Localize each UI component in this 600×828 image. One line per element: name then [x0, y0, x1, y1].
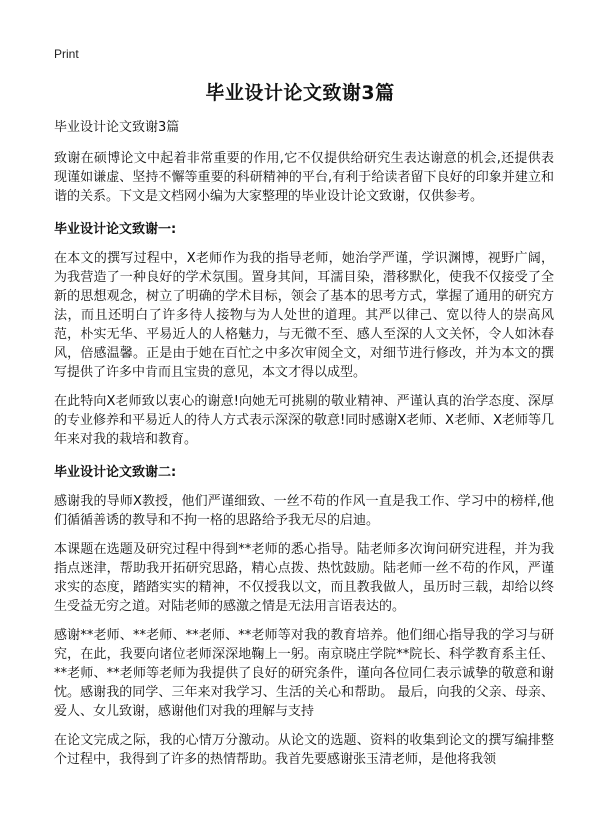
section-1-paragraph-2: 在此特向X老师致以衷心的谢意!向她无可挑剔的敬业精神、严谨认真的治学态度、深厚的专业修养和平易近人的待人方式表示深深的敬意!同时感谢X老师、X老师、X老师等几年来对我的栽培和教育。	[54, 394, 554, 447]
document-subtitle: 毕业设计论文致谢3篇	[54, 120, 180, 135]
section-heading-1: 毕业设计论文致谢一:	[54, 222, 177, 237]
intro-paragraph: 致谢在硕博论文中起着非常重要的作用,它不仅提供给研究生表达谢意的机会,还提供表现谨如谦虚、坚持不懈等重要的科研精神的平台,有利于给读者留下良好的印象并建立和谐的关系。下文是文档网小编为大家整理的毕业设计论文致谢，仅供参考。	[54, 151, 554, 204]
section-1-paragraph-1: 在本文的撰写过程中，X老师作为我的指导老师，她治学严谨，学识渊博，视野广阔，为我营造了一种良好的学术氛围。置身其间，耳濡目染，潜移默化，使我不仅接受了全新的思想观念，树立了明确的学术目标，领会了基本的思考方式，掌握了通用的研究方法，而且还明白了许多待人接物与为人处世的道理。其严以律己、宽以待人的崇高风范，朴实无华、平易近人的人格魅力，与无微不至、感人至深的人文关怀，令人如沐春风，倍感温馨。正是由于她在百忙之中多次审阅全文，对细节进行修改，并为本文的撰写提供了许多中肯而且宝贵的意见，本文才得以成型。	[54, 251, 554, 380]
section-2-paragraph-2: 本课题在选题及研究过程中得到**老师的悉心指导。陆老师多次询问研究进程，并为我指点迷津，帮助我开拓研究思路，精心点拨、热忱鼓励。陆老师一丝不苟的作风，严谨求实的态度，踏踏实实的精神，不仅授我以文，而且教我做人，虽历时三载，却给以终生受益无穷之道。对陆老师的感激之情是无法用言语表达的。	[54, 542, 554, 614]
section-heading-2: 毕业设计论文致谢二:	[54, 465, 177, 480]
page-title: 毕业设计论文致谢3篇	[205, 82, 395, 104]
section-2-paragraph-1: 感谢我的导师X教授，他们严谨细致、一丝不苟的作风一直是我工作、学习中的榜样,他们循循善诱的教导和不拘一格的思路给予我无尽的启迪。	[54, 494, 554, 528]
print-link[interactable]: Print	[54, 47, 79, 61]
document-body	[54, 118, 554, 779]
section-2-paragraph-4: 在论文完成之际，我的心情万分激动。从论文的选题、资料的收集到论文的撰写编排整个过程中，我得到了许多的热情帮助。我首先要感谢张玉清老师，是他将我领	[54, 733, 554, 767]
section-2-paragraph-3: 感谢**老师、**老师、**老师、**老师等对我的教育培养。他们细心指导我的学习与研究，在此，我要向诸位老师深深地鞠上一躬。南京晓庄学院**院长、科学教育系主任、**老师、**老师等老师为我提供了良好的研究条件，谨向各位同仁表示诚挚的敬意和谢忱。感谢我的同学、三年来对我学习、生活的关心和帮助。 最后，向我的父亲、母亲、爱人、女儿致谢，感谢他们对我的理解与支持	[54, 628, 554, 719]
